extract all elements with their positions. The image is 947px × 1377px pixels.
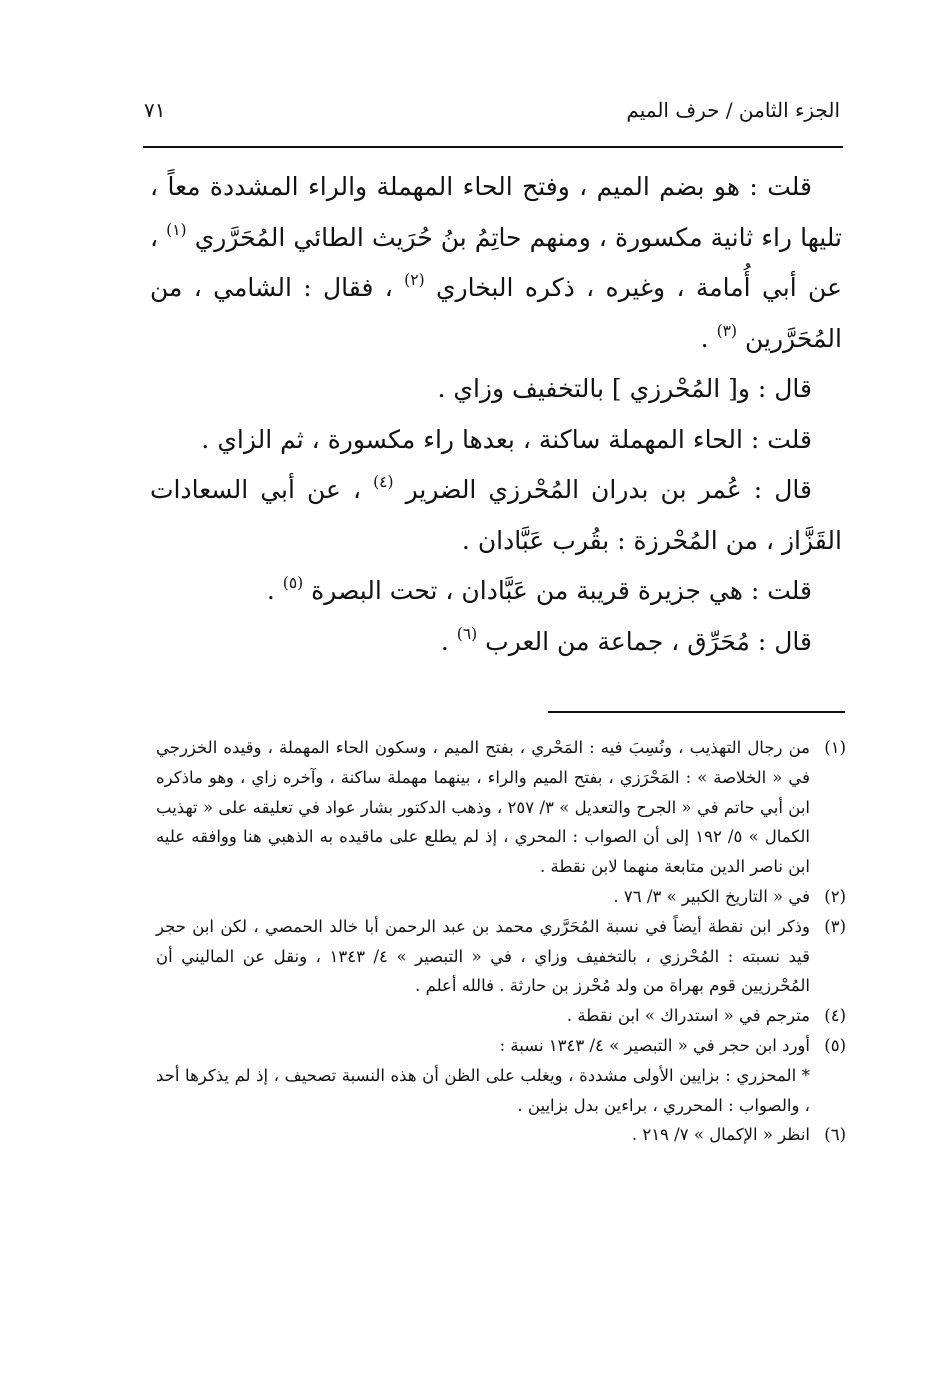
footnote-1 — [156, 733, 846, 882]
footnote-number: (٤) — [824, 1006, 846, 1026]
footnote-text: * المحزري : بزايين الأولى مشددة ، ويغلب على الظن أن هذه النسبة تصحيف ، إذ لم يذكرها أحد ، والصواب : المحرري ، براءين بدل بزايين . — [156, 1065, 810, 1115]
footnote-ref-5[interactable]: (٥) — [282, 574, 304, 593]
footnote-4 — [156, 1001, 846, 1031]
footnote-ref-3[interactable]: (٣) — [716, 321, 738, 340]
footnote-5-continuation — [156, 1061, 846, 1121]
paragraph-2: قال : و[ المُحْرزي ] بالتخفيف وزاي . — [437, 374, 812, 403]
footnote-text: مترجم في « استدراك » ابن نقطة . — [566, 1006, 810, 1026]
footnote-text: من رجال التهذيب ، ونُسِبَ فيه : المَحْري ، بفتح الميم ، وسكون الحاء المهملة ، وقيده الخزرجي في « الخلاصة » : المَحْرَزي ، بفتح الميم والراء ، بينهما مهملة ساكنة ، وآخره زاي ، وهو ماذكره ابن أبي حاتم في « الجرح والتعديل » ٣/ ٢٥٧ ، وذهب الدكتور بشار عواد في تعليقه على « تهذيب الكمال » ٥/ ١٩٢ إلى أن الصواب : المحري ، إذ لم يطلع على ماقيده به الذهبي هنا ووافقه عليه ابن ناصر الدين متابعة منهما لابن نقطة . — [156, 738, 810, 877]
page-number: ٧١ — [144, 98, 166, 122]
footnote-text: في « التاريخ الكبير » ٣/ ٧٦ . — [613, 886, 810, 906]
footnote-text: أورد ابن حجر في « التبصير » ٤/ ١٣٤٣ نسبة : — [499, 1035, 810, 1055]
footnote-5 — [156, 1031, 846, 1061]
paragraph-1: قلت : هو بضم الميم ، وفتح الحاء المهملة والراء المشددة معاً ، تليها راء ثانية مكسورة ، ومنهم حاتِمُ بنُ حُرَيث الطائي المُحَرَّري $^{(١)}$ ، عن أبي أُمامة ، وغيره ، ذكره البخاري $^{(٢)}$ ، فقال : الشامي ، من المُحَرَّرين $^{(٣)}$ . — [150, 172, 843, 353]
footnote-text: وذكر ابن نقطة أيضاً في نسبة المُحَرَّري محمد بن عبد الرحمن أبا خالد الحمصي ، لكن ابن حجر قيد نسبته : المُحْرزي ، بالتخفيف وزاي ، في « التبصير » ٤/ ١٣٤٣ ، ونقل عن الماليني أن المُحْرزيين قوم بهراة من ولد مُحْرز بن حارثة . فالله أعلم . — [156, 916, 810, 996]
main-text — [150, 162, 842, 667]
running-title: الجزء الثامن / حرف الميم — [626, 98, 840, 122]
running-header — [140, 92, 840, 136]
footnote-3 — [156, 912, 846, 1001]
paragraph-3: قلت : الحاء المهملة ساكنة ، بعدها راء مكسورة ، ثم الزاي . — [201, 424, 812, 454]
header-rule — [143, 146, 843, 148]
footnote-ref-4[interactable]: (٤) — [373, 473, 394, 492]
paragraph-6: قال : مُحَرِّق ، جماعة من العرب $^{(٦)}$ . — [440, 624, 812, 656]
paragraph-5: قلت : هي جزيرة قريبة من عَبَّادان ، تحت البصرة $^{(٥)}$ . — [266, 574, 812, 605]
footnote-number: (٦) — [824, 1125, 846, 1145]
footnote-number: (١) — [824, 738, 846, 757]
paragraph-4: قال : عُمر بن بدران المُحْرزي الضرير $^{(٤)}$ ، عن أبي السعادات القَزَّاز ، من المُحْرزة : بقُرب عَبَّادان . — [150, 473, 842, 555]
footnote-number: (٢) — [824, 886, 846, 906]
footnote-number: (٥) — [824, 1035, 846, 1055]
footnote-ref-2[interactable]: (٢) — [404, 271, 425, 290]
footnote-number: (٣) — [824, 916, 846, 936]
footnote-ref-1[interactable]: (١) — [166, 220, 187, 239]
footnote-2 — [156, 882, 846, 912]
footnote-ref-6[interactable]: (٦) — [456, 624, 478, 643]
footnote-6 — [156, 1120, 846, 1150]
footnote-separator — [548, 711, 845, 713]
footnote-text: انظر « الإكمال » ٧/ ٢١٩ . — [631, 1125, 810, 1145]
footnote-number — [810, 1061, 846, 1121]
footnotes — [156, 733, 846, 1150]
